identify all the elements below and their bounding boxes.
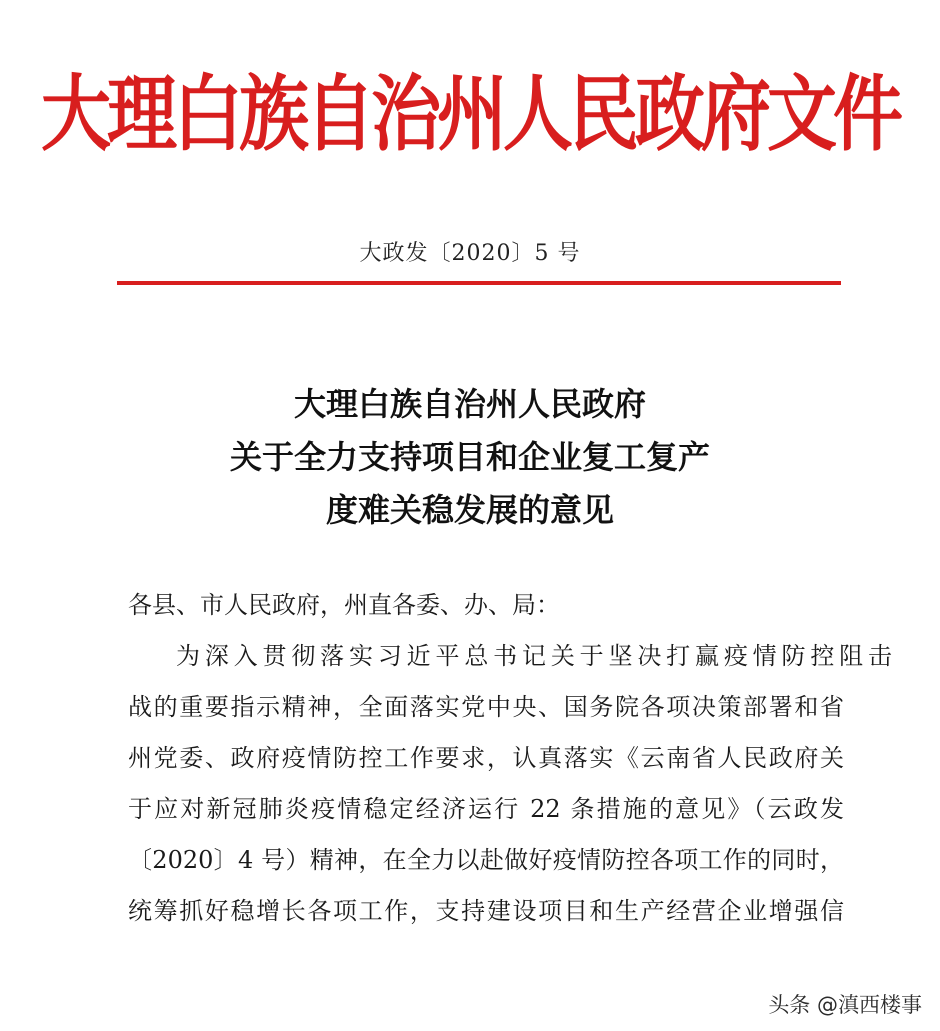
title-line-1: 大理白族自治州人民政府 (293, 385, 646, 423)
body-line: 〔2020〕4 号）精神，在全力以赴做好疫情防控各项工作的同时， (128, 846, 844, 874)
source-watermark: 头条 @滇西楼事 (768, 993, 922, 1017)
salutation: 各县、市人民政府，州直各委、办、局： (128, 591, 560, 619)
body-line: 于应对新冠肺炎疫情稳定经济运行 22 条措施的意见》（云政发 (128, 795, 844, 823)
body-line: 州党委、政府疫情防控工作要求，认真落实《云南省人民政府关 (128, 744, 844, 772)
document-number: 大政发〔2020〕5 号 (359, 241, 581, 266)
title-line-2: 关于全力支持项目和企业复工复产 (229, 438, 710, 476)
body-line: 战的重要指示精神，全面落实党中央、国务院各项决策部署和省 (128, 693, 844, 721)
body-line: 统筹抓好稳增长各项工作，支持建设项目和生产经营企业增强信 (128, 897, 844, 925)
title-line-3: 度难关稳发展的意见 (325, 491, 614, 529)
red-divider (117, 281, 841, 285)
issuer-header: 大理白族自治州人民政府文件 (41, 64, 899, 163)
body-line: 为深入贯彻落实习近平总书记关于坚决打赢疫情防控阻击 (176, 642, 892, 670)
